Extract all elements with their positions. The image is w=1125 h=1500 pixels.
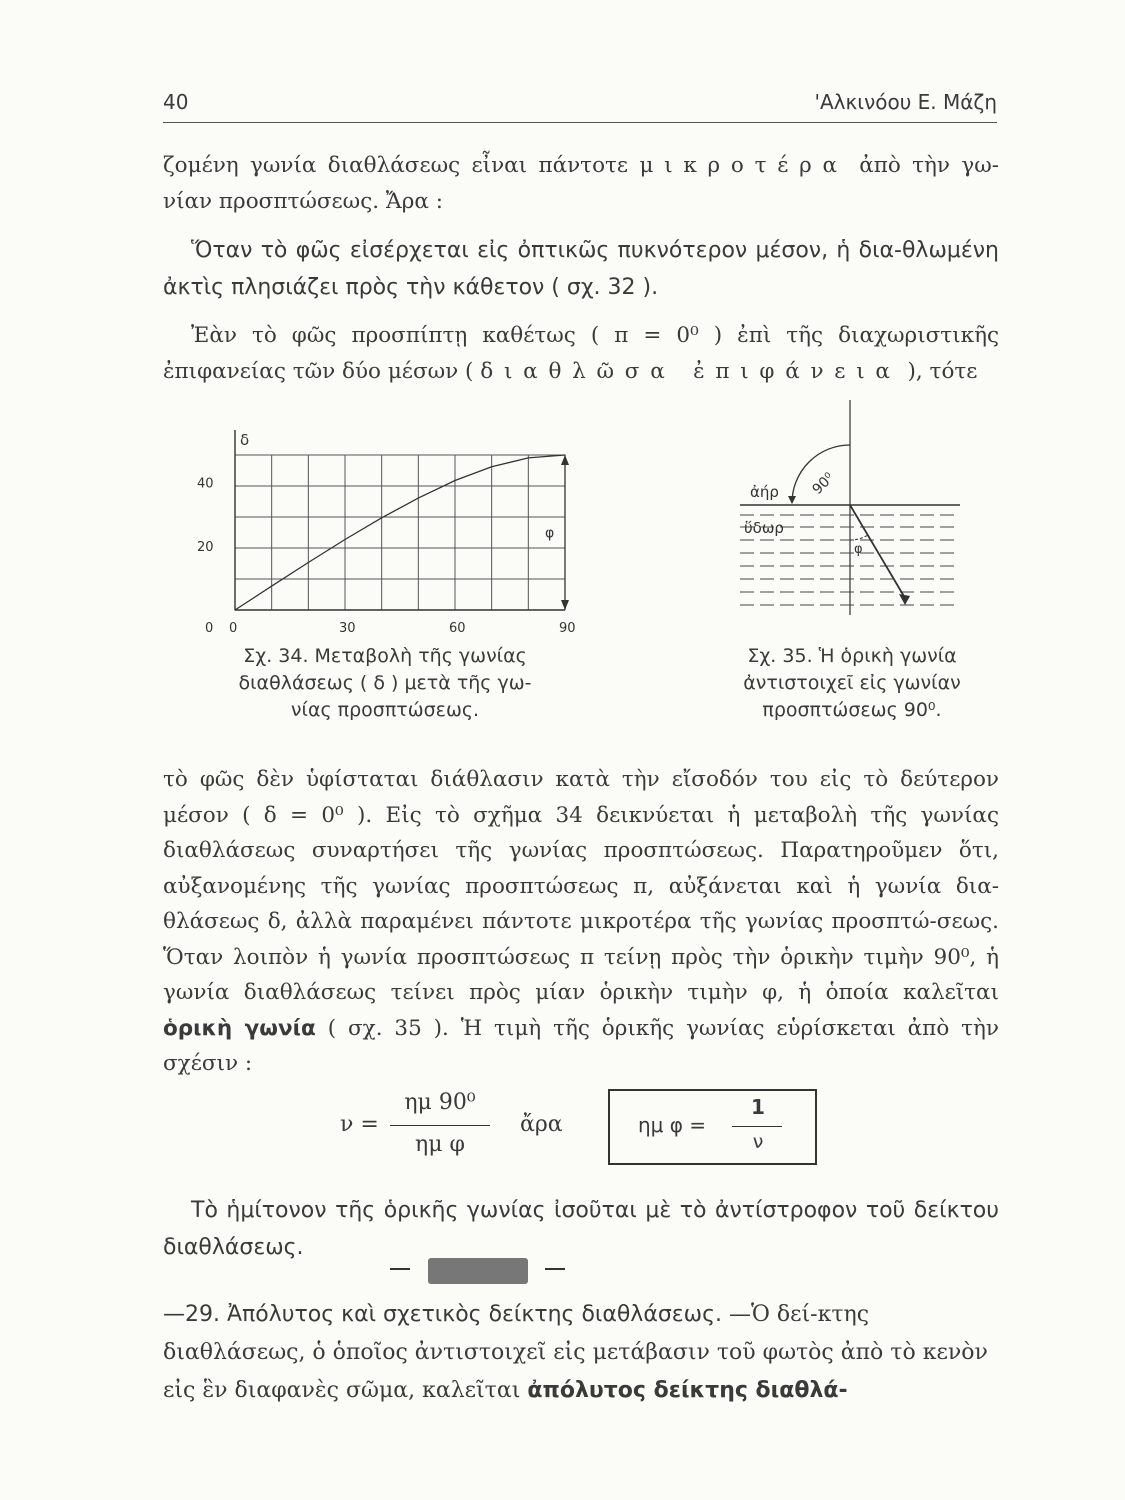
figure-35-diagram <box>730 400 970 625</box>
section-text: —Ὁ δεί-κτης διαθλάσεως, ὁ ὁποῖος ἀντιστοιχεῖ εἰς μετάβασιν τοῦ φωτὸς ἀπὸ τὸ κενὸν εἰς ἓν διαφανὲς σῶμα, καλεῖται <box>163 1302 988 1403</box>
incident-arrowhead <box>788 496 796 504</box>
section-29 <box>163 1296 999 1410</box>
formula-numerator: ημ 90⁰ <box>404 1090 476 1115</box>
y-axis-label: δ <box>240 431 250 449</box>
water-label: ὕδωρ <box>744 519 784 537</box>
data-point <box>271 585 272 586</box>
phi-annotation: φ <box>545 525 555 542</box>
data-point <box>491 466 492 467</box>
boxed-bar <box>732 1126 782 1127</box>
fig35-caption-line: προσπτώσεως 90⁰. <box>762 699 942 721</box>
p4-text: τὸ φῶς δὲν ὑφίσταται διάθλασιν κατὰ τὴν εἴσοδόν του εἰς τὸ δεύτερον μέσον ( δ = 0⁰ ). Εἰς τὸ σχῆμα 34 δεικνύεται ἡ μεταβολὴ τῆς γωνίας διαθλάσεως συναρτήσει τῆς γωνίας προσπτώσεως. Παρατηροῦμεν ὅτι, αὐξανομένης τῆς γωνίας προσπτώσεως π, αὐξάνεται καὶ ἡ γωνία δια-θλάσεως δ, ἀλλὰ παραμένει πάντοτε μικροτέρα τῆς γωνίας προσπτώ-σεως. Ὅταν λοιπὸν ἡ γωνία προσπτώσεως π τείνῃ πρὸς τὴν ὁρικὴν τιμὴν 90⁰, ἡ γωνία διαθλάσεως τείνει πρὸς μίαν ὁρικὴν τιμὴν φ, ἡ ὁποία καλεῖται <box>163 767 999 1005</box>
figure-34-chart <box>180 425 580 640</box>
x-tick-label: 30 <box>339 621 356 636</box>
fig34-caption-line: διαθλάσεως ( δ ) μετὰ τῆς γω- <box>238 672 532 694</box>
paragraph-4 <box>163 762 999 1082</box>
fig34-caption-line: Σχ. 34. Μεταβολὴ τῆς γωνίας <box>243 645 527 667</box>
page-number: 40 <box>163 90 189 114</box>
p1-emphasis: μικροτέρα <box>639 153 848 178</box>
phi-arrow-bottom <box>561 600 569 610</box>
section-title: Ἀπόλυτος καὶ σχετικὸς δείκτης διαθλάσεως. <box>227 1302 722 1327</box>
data-point <box>454 480 455 481</box>
data-point <box>234 609 235 610</box>
p4-bold-term: ὁρικὴ γωνία <box>163 1015 316 1041</box>
y-tick-label: 20 <box>197 540 214 556</box>
boxed-numerator: 1 <box>751 1095 765 1119</box>
paragraph-1 <box>163 148 999 219</box>
figure-34-caption <box>200 643 570 724</box>
boxed-formula <box>608 1089 817 1165</box>
data-point <box>308 562 309 563</box>
data-point <box>344 539 345 540</box>
formula-lhs: ν = <box>340 1112 379 1137</box>
running-title: 'Αλκινόου Ε. Μάζη <box>814 90 997 114</box>
p3-emphasis: διαθλῶσα ἐπιφάνεια <box>480 358 901 384</box>
formula-left <box>340 1088 590 1168</box>
x-tick-label: 60 <box>449 621 466 636</box>
formula-ara: ἄρα <box>520 1112 563 1137</box>
y-tick-label: 0 <box>205 621 214 636</box>
running-header <box>163 86 997 123</box>
phi-label: φ <box>854 542 863 557</box>
data-point <box>528 457 529 458</box>
p1-text-2: νίαν προσπτώσεως. Ἄρα : <box>163 188 443 214</box>
paragraph-3 <box>163 318 999 389</box>
p3-text-end: ), τότε <box>907 358 978 384</box>
data-point <box>418 497 419 498</box>
angle-label: 90⁰ <box>809 469 838 498</box>
air-label: ἀήρ <box>750 483 779 501</box>
paragraph-5: Τὸ ἡμίτονον τῆς ὁρικῆς γωνίας ἰσοῦται μὲ τὸ ἀντίστροφον τοῦ δείκτου διαθλάσεως. <box>163 1198 999 1260</box>
data-point <box>381 517 382 518</box>
section-bold-term: ἀπόλυτος δείκτης διαθλά- <box>527 1378 848 1403</box>
fig35-caption-line: Σχ. 35. Ἡ ὁρικὴ γωνία <box>747 645 957 667</box>
boxed-denominator: ν <box>752 1131 764 1153</box>
fig35-caption-line: ἀντιστοιχεῖ εἰς γωνίαν <box>743 672 961 694</box>
figure-35-caption <box>712 643 992 724</box>
refracted-arrowhead <box>899 594 910 605</box>
paragraph-2: Ὅταν τὸ φῶς εἰσέρχεται εἰς ὀπτικῶς πυκνότερον μέσον, ἡ δια-θλωμένη ἀκτὶς πλησιάζει πρὸς τὴν κάθετον ( σχ. 32 ). <box>163 238 999 300</box>
fig34-caption-line: νίας προσπτώσεως. <box>290 699 480 721</box>
section-number: —29. <box>163 1302 220 1327</box>
section-divider <box>390 1258 570 1280</box>
data-series-line <box>235 455 565 610</box>
boxed-lhs: ημ φ = <box>638 1113 707 1137</box>
formula-bar <box>390 1125 490 1126</box>
p4-text-end: ( σχ. 35 ). Ἡ τιμὴ τῆς ὁρικῆς γωνίας εὑρίσκεται ἀπὸ τὴν σχέσιν : <box>163 1015 1000 1076</box>
p1-text: ζομένη γωνία διαθλάσεως εἶναι πάντοτε <box>163 153 629 178</box>
x-tick-label: 90 <box>559 621 576 636</box>
x-tick-label: 0 <box>229 621 238 636</box>
phi-arc <box>850 535 868 540</box>
y-tick-label: 40 <box>197 476 214 492</box>
p1-text-end: ἀπὸ τὴν γω- <box>859 153 999 178</box>
phi-arrow-top <box>561 455 569 465</box>
p3-text: Ἐὰν τὸ φῶς προσπίπτῃ καθέτως ( π = 0⁰ ) ἐπὶ τῆς διαχωριστικῆς ἐπιφανείας τῶν δύο μέσων ( <box>163 323 999 384</box>
formula-denominator: ημ φ <box>415 1132 465 1157</box>
